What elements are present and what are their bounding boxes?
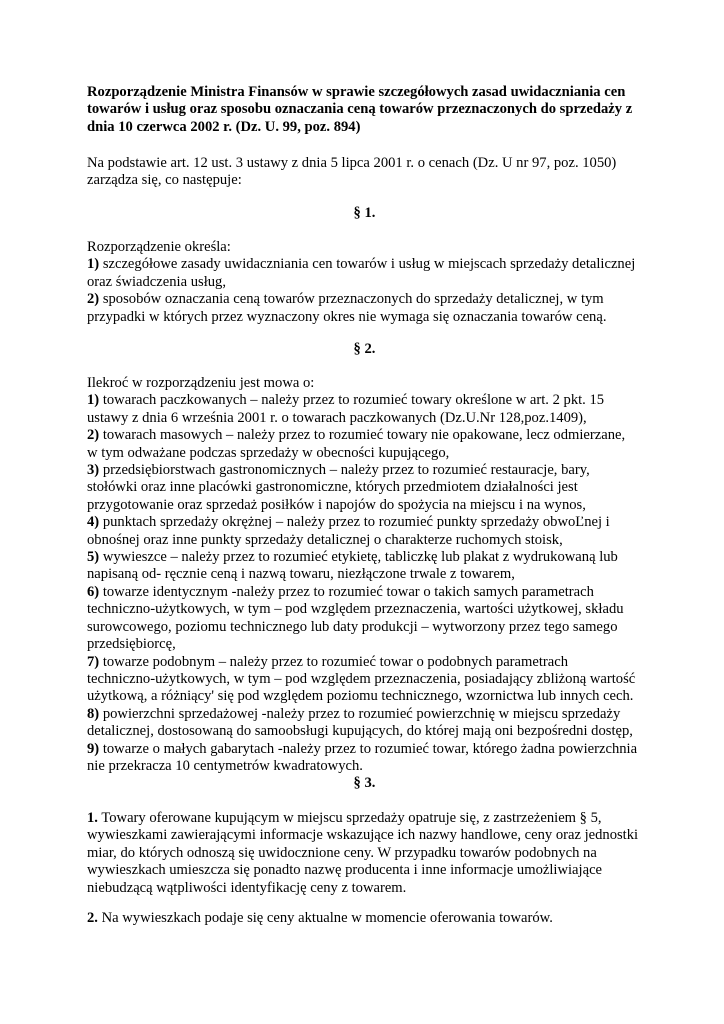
list-item: 3) przedsiębiorstwach gastronomicznych – należy przez to rozumieć restauracje, bary, — [87, 462, 590, 479]
section-1-body — [87, 239, 642, 326]
list-item: 7) towarze podobnym – należy przez to rozumieć towar o podobnych parametrach — [87, 653, 569, 670]
intro-paragraph — [87, 155, 642, 190]
list-item-continuation: stołówki oraz inne placówki gastronomiczne, których przedmiotem działalności jest — [87, 479, 578, 496]
list-item: 8) powierzchni sprzedażowej -należy przez to rozumieć powierzchnię w miejscu sprzedaży — [87, 705, 621, 722]
title-line: Rozporządzenie Ministra Finansów w sprawie szczegółowych zasad uwidaczniania cen — [87, 84, 626, 100]
list-item-continuation: surowcowego, poziomu technicznego lub daty produkcji – wytworzony przez tego samego — [87, 618, 618, 635]
list-item-continuation: przedsiębiorcę, — [87, 636, 176, 653]
list-item-continuation: techniczno-użytkowych, w tym – pod względem przeznaczenia, wartości użytkowej, składu — [87, 601, 624, 618]
list-item: 1) towarach paczkowanych – należy przez to rozumieć towary określone w art. 2 pkt. 15 — [87, 392, 605, 409]
list-item-continuation: w tym odważane podczas sprzedaży w obecności kupującego, — [87, 444, 450, 461]
list-item-continuation: ustawy z dnia 6 września 2001 r. o towarach paczkowanych (Dz.U.Nr 128,poz.1409), — [87, 409, 587, 426]
list-item: 9) towarze o małych gabarytach -należy przez to rozumieć towar, którego żadna powierzchnia — [87, 740, 638, 757]
section-1-heading: § 1. — [353, 205, 376, 221]
list-item-continuation: obnośnej oraz inne punkty sprzedaży detalicznej o charakterze ruchomych stoisk, — [87, 531, 563, 548]
list-item: 4) punktach sprzedaży okrężnej – należy przez to rozumieć punkty sprzedaży obwoĽnej i — [87, 514, 610, 531]
title-line: dnia 10 czerwca 2002 r. (Dz. U. 99, poz. 894) — [87, 118, 361, 135]
list-item-continuation: użytkową, a różniący' się pod względem poziomu technicznego, wzornictwa lub innych cech. — [87, 688, 634, 705]
paragraph-line: niebudzącą wątpliwości identyfikację ceny z towarem. — [87, 879, 407, 896]
intro-line: Na podstawie art. 12 ust. 3 ustawy z dnia 5 lipca 2001 r. o cenach (Dz. U nr 97, poz. 1050) — [87, 155, 617, 171]
list-item-continuation: napisaną od- ręcznie ceną i nazwą towaru, niezłączone trwale z towarem, — [87, 566, 515, 583]
list-item-continuation: nie przekracza 10 centymetrów kwadratowych. — [87, 757, 363, 774]
list-item: 2) sposobów oznaczania ceną towarów przeznaczonych do sprzedaży detalicznej, w tym — [87, 291, 604, 308]
list-item: 1) szczegółowe zasady uwidaczniania cen towarów i usług w miejscach sprzedaży detalicznej — [87, 256, 636, 273]
list-item: 6) towarze identycznym -należy przez to rozumieć towar o takich samych parametrach — [87, 583, 594, 600]
title-line: towarów i usług oraz sposobu oznaczania ceną towarów przeznaczonych do sprzedaży z — [87, 101, 633, 118]
section-1-lead: Rozporządzenie określa: — [87, 239, 231, 255]
paragraph-line: 2. Na wywieszkach podaje się ceny aktualne w momencie oferowania towarów. — [87, 910, 553, 926]
paragraph-line: wywieszkami zawierającymi informacje wskazujące ich nazwy handlowe, ceny oraz jednostki — [87, 827, 639, 844]
list-item-continuation: techniczno-użytkowych, w tym – pod względem przeznaczenia, posiadający zbliżoną wartość — [87, 670, 636, 687]
list-item-continuation: przypadki w których przez wyznaczony okres nie wymaga się oznaczania towarów ceną. — [87, 308, 607, 325]
list-item-continuation: detalicznej, dostosowaną do samoobsługi kupujących, do której mają oni bezpośredni dostęp, — [87, 723, 633, 740]
list-item: 5) wywieszce – należy przez to rozumieć etykietę, tabliczkę lub plakat z wydrukowaną lub — [87, 549, 618, 566]
section-3-paragraph-1 — [87, 810, 642, 897]
paragraph-line: miar, do których odnoszą się uwidocznione ceny. W przypadku towarów podobnych na — [87, 844, 597, 861]
document-title — [87, 84, 642, 136]
section-2-lead: Ilekroć w rozporządzeniu jest mowa o: — [87, 375, 315, 391]
list-item-continuation: przygotowanie oraz sprzedaż posiłków i napojów do spożycia na miejscu i na wynos, — [87, 496, 586, 513]
paragraph-line: wywieszkach umieszcza się ponadto nazwę producenta i inne informacje umożliwiające — [87, 862, 603, 879]
list-item-continuation: oraz świadczenia usług, — [87, 273, 226, 290]
paragraph-line: 1. Towary oferowane kupującym w miejscu sprzedaży opatruje się, z zastrzeżeniem § 5, — [87, 810, 602, 826]
section-3-heading: § 3. — [353, 775, 376, 791]
intro-line: zarządza się, co następuje: — [87, 172, 242, 189]
section-2-heading: § 2. — [353, 341, 376, 357]
list-item: 2) towarach masowych – należy przez to rozumieć towary nie opakowane, lecz odmierzane, — [87, 427, 626, 444]
section-3-paragraph-2 — [87, 910, 642, 927]
section-2-body — [87, 375, 642, 775]
